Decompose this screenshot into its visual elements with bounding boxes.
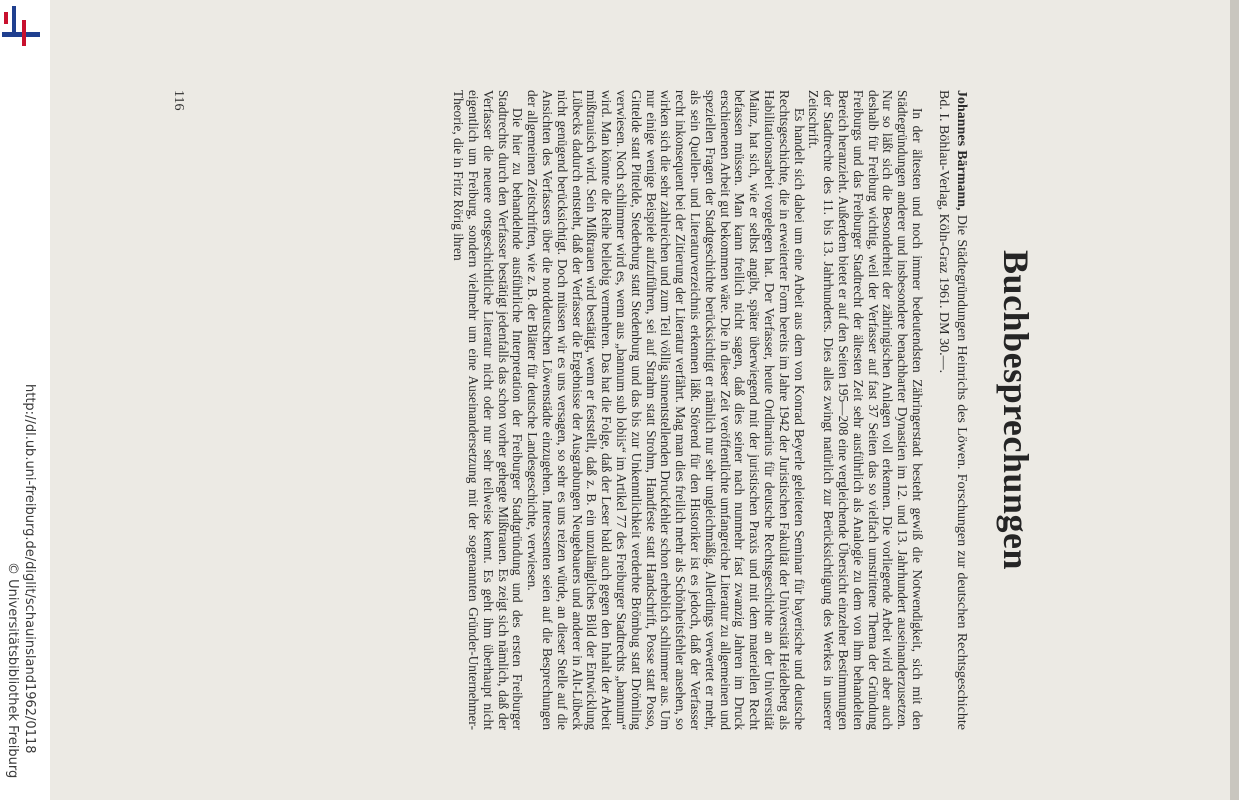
page-heading: Buchbesprechungen bbox=[996, 250, 1036, 570]
paragraph: Es handelt sich dabei um eine Arbeit aus dem von Konrad Beyerle geleiteten Seminar für bayerische und deutsche Rechtsgeschichte, die in erweiterter Form bereits im Jahre 1942 der Juristischen Fakultät der Universität Heidelberg als Habilitationsarbeit vorgelegen hat. Der Verfasser, heute Ordinarius für deutsche Rechtsgeschichte an der Universität Mainz, hat sich, wie er selbst angibt, später überwiegend mit der juristischen Praxis und mit dem materiellen Recht befassen müssen. Man kann freilich nicht sagen, daß dies seiner nach nunmehr fast zwanzig Jahren im Druck erschienenen Arbeit gut bekommen wäre. Die in dieser Zeit veröffentlichte umfangreiche Literatur zu allgemeinen und speziellen Fragen der Stadtgeschichte berücksichtigt er nämlich nur sehr ungleichmäßig. Allerdings verwertet er mehr, als sein Quellen- und Literaturverzeichnis erkennen läßt. Störend für den Historiker ist es jedoch, daß der Verfasser recht inkonsequent bei der Zitierung der Literatur verfährt. Mag man dies freilich mehr als Schönheitsfehler ansehen, so wirken sich die sehr zahlreichen und zum Teil völlig sinnentstellenden Druckfehler schon erheblich schlimmer aus. Um nur einige wenige Beispiele aufzuführen, sei auf Strahm statt Strohm, Handfeste statt Handschrift, Posse statt Posso, Gittelde statt Pittelde, Stederburg statt Stedenburg und das bis zur Unkenntlichkeit verderbte Brömbug statt Drömling verwiesen. Noch schlimmer wird es, wenn aus „bannum sub lobiis“ im Artikel 77 des Freiburger Stadtrechts „bannum“ wird. Man könnte die Reihe beliebig vermehren. Das hat die Folge, daß der Leser bald auch gegen den Inhalt der Arbeit mißtrauisch wird. Sein Mißtrauen wird bestätigt, wenn er feststellt, daß z. B. ein unzulängliches Bild der Entwicklung Lübecks dadurch entsteht, daß der Verfasser die Ergebnisse der Ausgrabungen Neugebauers und anderer in Alt-Lübeck nicht genügend berücksichtigt. Doch müssen wir es uns versagen, so sehr es uns reizen würde, an dieser Stelle auf die Ansichten des Verfassers über die norddeutschen Löwenstädte einzugehen. Interessenten seien auf die Besprechungen der allgemeinen Zeitschriften, wie z. B. der Blätter für deutsche Landesgeschichte, verwiesen. bbox=[525, 90, 807, 730]
page-edge bbox=[1230, 0, 1239, 800]
library-logo-icon bbox=[0, 2, 44, 50]
copyright-notice: © Universitätsbibliothek Freiburg bbox=[5, 562, 20, 779]
paragraph: Die hier zu behandelnde ausführliche Interpretation der Freiburger Stadtgründung und des ersten Freiburger Stadtrechts durch den Verfasser bestätigt jedenfalls das schon vorher gehegte Mißtrauen. Es zeigt sich nämlich, daß der Verfasser die neuere ortsgeschichtliche Literatur nicht oder nur sehr teilweise kennt. Es geht ihm überhaupt nicht eigentlich um Freiburg, sondern vielmehr um eine Auseinandersetzung mit der sogenannten Gründer-Unternehmer-Theorie, die in Fritz Rörig ihren bbox=[451, 90, 526, 730]
review-body bbox=[451, 90, 925, 730]
source-url[interactable]: http://dl.ub.uni-freiburg.de/diglit/schauinsland1962/0118 bbox=[22, 384, 37, 754]
paragraph: In der ältesten und noch immer bedeutendsten Zähringerstadt besteht gewiß die Notwendigkeit, sich mit den Städtegründungen anderer und insbesondere benachbarter Dynastien im 12. und 13. Jahrhundert auseinanderzusetzen. Nur so läßt sich die Besonderheit der zähringischen Anlagen voll erkennen. Die vorliegende Arbeit wird aber auch deshalb für Freiburg wichtig, weil der Verfasser auf fast 37 Seiten das so vielfach umstrittene Thema der Gründung Freiburgs und das Freiburger Stadtrecht der ältesten Zeit sehr ausführlich als Analogie zu dem von ihm behandelten Bereich heranzieht. Außerdem bietet er auf den Seiten 195—208 eine vergleichende Übersicht einzelner Bestimmungen der Stadtrechte des 11. bis 13. Jahrhunderts. Dies alles zwingt natürlich zur Berücksichtigung des Werkes in unserer Zeitschrift. bbox=[806, 90, 925, 730]
page-number: 116 bbox=[171, 90, 186, 111]
review-citation-text: Die Städtegründungen Heinrichs des Löwen. Forschungen zur deutschen Rechtsgeschichte Bd. I. Böhlau-Verlag, Köln-Graz 1961. DM 30.—. bbox=[936, 90, 969, 731]
viewer-sidebar bbox=[0, 0, 50, 800]
rotated-page-text bbox=[146, 90, 1036, 730]
review-author: Johannes Bärmann, bbox=[954, 90, 969, 211]
review-citation bbox=[934, 90, 970, 730]
